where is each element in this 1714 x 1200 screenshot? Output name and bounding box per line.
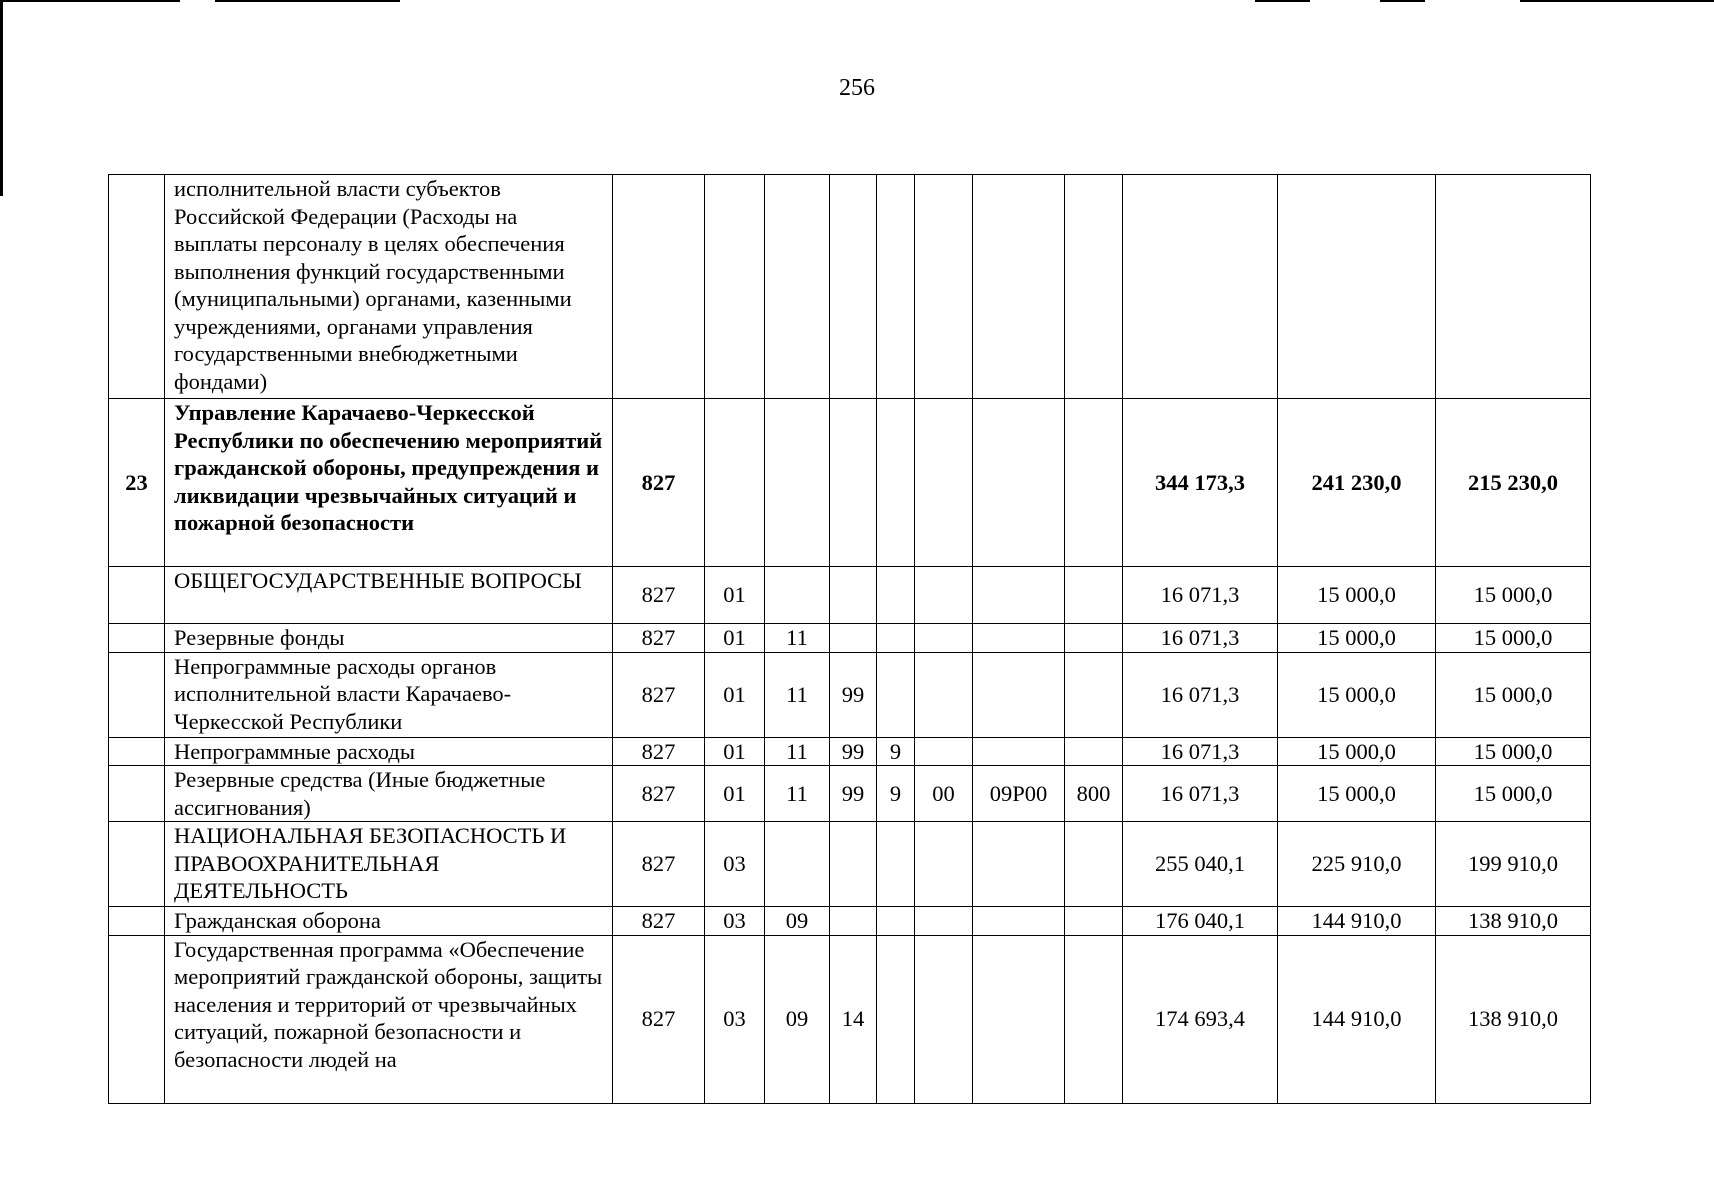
cs-program-cell: 99 bbox=[830, 766, 877, 822]
amount-year1-cell: 255 040,1 bbox=[1123, 822, 1278, 907]
amount-year1-cell: 16 071,3 bbox=[1123, 652, 1278, 737]
scan-edge-top-5 bbox=[1520, 0, 1714, 2]
row-number-cell bbox=[109, 907, 165, 936]
rz-cell: 01 bbox=[705, 737, 765, 766]
cs-main-event-cell: 00 bbox=[915, 766, 973, 822]
amount-year3-cell: 15 000,0 bbox=[1436, 624, 1591, 653]
cs-subprogram-cell bbox=[877, 567, 915, 624]
rz-cell: 01 bbox=[705, 766, 765, 822]
cs-subprogram-cell bbox=[877, 907, 915, 936]
cs-direction-cell bbox=[973, 822, 1065, 907]
vr-cell bbox=[1065, 624, 1123, 653]
vr-cell bbox=[1065, 175, 1123, 399]
cs-main-event-cell bbox=[915, 652, 973, 737]
amount-year3-cell: 199 910,0 bbox=[1436, 822, 1591, 907]
rz-cell: 03 bbox=[705, 822, 765, 907]
scan-edge-top-4 bbox=[1380, 0, 1425, 2]
scan-edge-top-1 bbox=[0, 0, 180, 2]
cs-subprogram-cell bbox=[877, 624, 915, 653]
gr-cell: 827 bbox=[613, 935, 705, 1103]
cs-subprogram-cell bbox=[877, 935, 915, 1103]
gr-cell: 827 bbox=[613, 652, 705, 737]
amount-year1-cell: 344 173,3 bbox=[1123, 399, 1278, 567]
pr-cell: 09 bbox=[765, 907, 830, 936]
amount-year3-cell: 15 000,0 bbox=[1436, 766, 1591, 822]
cs-program-cell bbox=[830, 822, 877, 907]
page-number: 256 bbox=[839, 75, 875, 101]
row-number-cell bbox=[109, 567, 165, 624]
amount-year3-cell: 215 230,0 bbox=[1436, 399, 1591, 567]
table-row bbox=[109, 822, 1591, 907]
amount-year1-cell bbox=[1123, 175, 1278, 399]
cs-direction-cell bbox=[973, 399, 1065, 567]
cs-direction-cell bbox=[973, 652, 1065, 737]
pr-cell bbox=[765, 567, 830, 624]
table-row bbox=[109, 907, 1591, 936]
cs-main-event-cell bbox=[915, 399, 973, 567]
gr-cell: 827 bbox=[613, 737, 705, 766]
cs-main-event-cell bbox=[915, 567, 973, 624]
row-number-cell: 23 bbox=[109, 399, 165, 567]
row-number-cell bbox=[109, 935, 165, 1103]
pr-cell bbox=[765, 175, 830, 399]
cs-subprogram-cell: 9 bbox=[877, 737, 915, 766]
name-cell: НАЦИОНАЛЬНАЯ БЕЗОПАСНОСТЬ И ПРАВООХРАНИТЕЛЬНАЯ ДЕЯТЕЛЬНОСТЬ bbox=[165, 822, 613, 907]
gr-cell bbox=[613, 175, 705, 399]
pr-cell: 11 bbox=[765, 737, 830, 766]
scan-edge-top-3 bbox=[1255, 0, 1310, 2]
row-number-cell bbox=[109, 737, 165, 766]
cs-program-cell: 99 bbox=[830, 652, 877, 737]
cs-program-cell: 14 bbox=[830, 935, 877, 1103]
name-cell: Управление Карачаево-Черкесской Республики по обеспечению мероприятий гражданской обороны, предупреждения и ликвидации чрезвычайных ситуаций и пожарной безопасности bbox=[165, 399, 613, 567]
row-number-cell bbox=[109, 822, 165, 907]
row-number-cell bbox=[109, 624, 165, 653]
name-cell: Гражданская оборона bbox=[165, 907, 613, 936]
pr-cell: 09 bbox=[765, 935, 830, 1103]
gr-cell: 827 bbox=[613, 822, 705, 907]
cs-main-event-cell bbox=[915, 624, 973, 653]
amount-year2-cell: 144 910,0 bbox=[1278, 907, 1436, 936]
pr-cell bbox=[765, 399, 830, 567]
name-cell: Резервные средства (Иные бюджетные ассигнования) bbox=[165, 766, 613, 822]
row-number-cell bbox=[109, 175, 165, 399]
cs-main-event-cell bbox=[915, 822, 973, 907]
pr-cell: 11 bbox=[765, 652, 830, 737]
pr-cell: 11 bbox=[765, 624, 830, 653]
name-cell: Государственная программа «Обеспечение мероприятий гражданской обороны, защиты населения и территорий от чрезвычайных ситуаций, пожарной безопасности и безопасности людей на bbox=[165, 935, 613, 1103]
amount-year2-cell: 241 230,0 bbox=[1278, 399, 1436, 567]
amount-year1-cell: 176 040,1 bbox=[1123, 907, 1278, 936]
table-row bbox=[109, 766, 1591, 822]
amount-year2-cell: 15 000,0 bbox=[1278, 737, 1436, 766]
name-cell: Непрограммные расходы органов исполнительной власти Карачаево-Черкесской Республики bbox=[165, 652, 613, 737]
cs-direction-cell bbox=[973, 175, 1065, 399]
cs-direction-cell bbox=[973, 907, 1065, 936]
cs-program-cell bbox=[830, 624, 877, 653]
table-row bbox=[109, 935, 1591, 1103]
amount-year3-cell: 138 910,0 bbox=[1436, 907, 1591, 936]
amount-year1-cell: 16 071,3 bbox=[1123, 624, 1278, 653]
amount-year2-cell: 144 910,0 bbox=[1278, 935, 1436, 1103]
pr-cell: 11 bbox=[765, 766, 830, 822]
amount-year3-cell bbox=[1436, 175, 1591, 399]
cs-subprogram-cell bbox=[877, 822, 915, 907]
gr-cell: 827 bbox=[613, 907, 705, 936]
rz-cell: 01 bbox=[705, 567, 765, 624]
table-row bbox=[109, 624, 1591, 653]
table-row bbox=[109, 652, 1591, 737]
cs-program-cell bbox=[830, 907, 877, 936]
cs-program-cell: 99 bbox=[830, 737, 877, 766]
cs-main-event-cell bbox=[915, 737, 973, 766]
vr-cell bbox=[1065, 935, 1123, 1103]
amount-year3-cell: 15 000,0 bbox=[1436, 567, 1591, 624]
table-row bbox=[109, 399, 1591, 567]
table-row bbox=[109, 567, 1591, 624]
amount-year1-cell: 16 071,3 bbox=[1123, 737, 1278, 766]
amount-year2-cell: 15 000,0 bbox=[1278, 624, 1436, 653]
budget-table bbox=[108, 174, 1591, 1104]
row-number-cell bbox=[109, 766, 165, 822]
cs-subprogram-cell: 9 bbox=[877, 766, 915, 822]
amount-year2-cell bbox=[1278, 175, 1436, 399]
amount-year2-cell: 15 000,0 bbox=[1278, 766, 1436, 822]
cs-main-event-cell bbox=[915, 907, 973, 936]
amount-year2-cell: 15 000,0 bbox=[1278, 567, 1436, 624]
name-cell: Непрограммные расходы bbox=[165, 737, 613, 766]
cs-main-event-cell bbox=[915, 935, 973, 1103]
amount-year2-cell: 15 000,0 bbox=[1278, 652, 1436, 737]
vr-cell bbox=[1065, 399, 1123, 567]
gr-cell: 827 bbox=[613, 624, 705, 653]
rz-cell: 01 bbox=[705, 652, 765, 737]
table-body bbox=[109, 175, 1591, 1104]
amount-year3-cell: 15 000,0 bbox=[1436, 652, 1591, 737]
cs-direction-cell bbox=[973, 624, 1065, 653]
row-number-cell bbox=[109, 652, 165, 737]
name-cell: исполнительной власти субъектов Российской Федерации (Расходы на выплаты персоналу в целях обеспечения выполнения функций государственными (муниципальными) органами, казенными учреждениями, органами управления государственными внебюджетными фондами) bbox=[165, 175, 613, 399]
cs-direction-cell: 09Р00 bbox=[973, 766, 1065, 822]
cs-subprogram-cell bbox=[877, 399, 915, 567]
cs-direction-cell bbox=[973, 567, 1065, 624]
amount-year3-cell: 15 000,0 bbox=[1436, 737, 1591, 766]
amount-year1-cell: 16 071,3 bbox=[1123, 567, 1278, 624]
gr-cell: 827 bbox=[613, 399, 705, 567]
rz-cell: 03 bbox=[705, 907, 765, 936]
rz-cell: 01 bbox=[705, 624, 765, 653]
vr-cell bbox=[1065, 737, 1123, 766]
rz-cell bbox=[705, 175, 765, 399]
vr-cell bbox=[1065, 652, 1123, 737]
table-row bbox=[109, 175, 1591, 399]
rz-cell: 03 bbox=[705, 935, 765, 1103]
vr-cell bbox=[1065, 822, 1123, 907]
cs-program-cell bbox=[830, 175, 877, 399]
cs-subprogram-cell bbox=[877, 175, 915, 399]
cs-main-event-cell bbox=[915, 175, 973, 399]
gr-cell: 827 bbox=[613, 567, 705, 624]
amount-year3-cell: 138 910,0 bbox=[1436, 935, 1591, 1103]
rz-cell bbox=[705, 399, 765, 567]
cs-direction-cell bbox=[973, 935, 1065, 1103]
vr-cell bbox=[1065, 567, 1123, 624]
table-row bbox=[109, 737, 1591, 766]
scan-edge-top-2 bbox=[215, 0, 400, 2]
amount-year1-cell: 16 071,3 bbox=[1123, 766, 1278, 822]
vr-cell: 800 bbox=[1065, 766, 1123, 822]
cs-program-cell bbox=[830, 567, 877, 624]
cs-program-cell bbox=[830, 399, 877, 567]
pr-cell bbox=[765, 822, 830, 907]
name-cell: ОБЩЕГОСУДАРСТВЕННЫЕ ВОПРОСЫ bbox=[165, 567, 613, 624]
amount-year2-cell: 225 910,0 bbox=[1278, 822, 1436, 907]
gr-cell: 827 bbox=[613, 766, 705, 822]
name-cell: Резервные фонды bbox=[165, 624, 613, 653]
cs-direction-cell bbox=[973, 737, 1065, 766]
vr-cell bbox=[1065, 907, 1123, 936]
amount-year1-cell: 174 693,4 bbox=[1123, 935, 1278, 1103]
cs-subprogram-cell bbox=[877, 652, 915, 737]
